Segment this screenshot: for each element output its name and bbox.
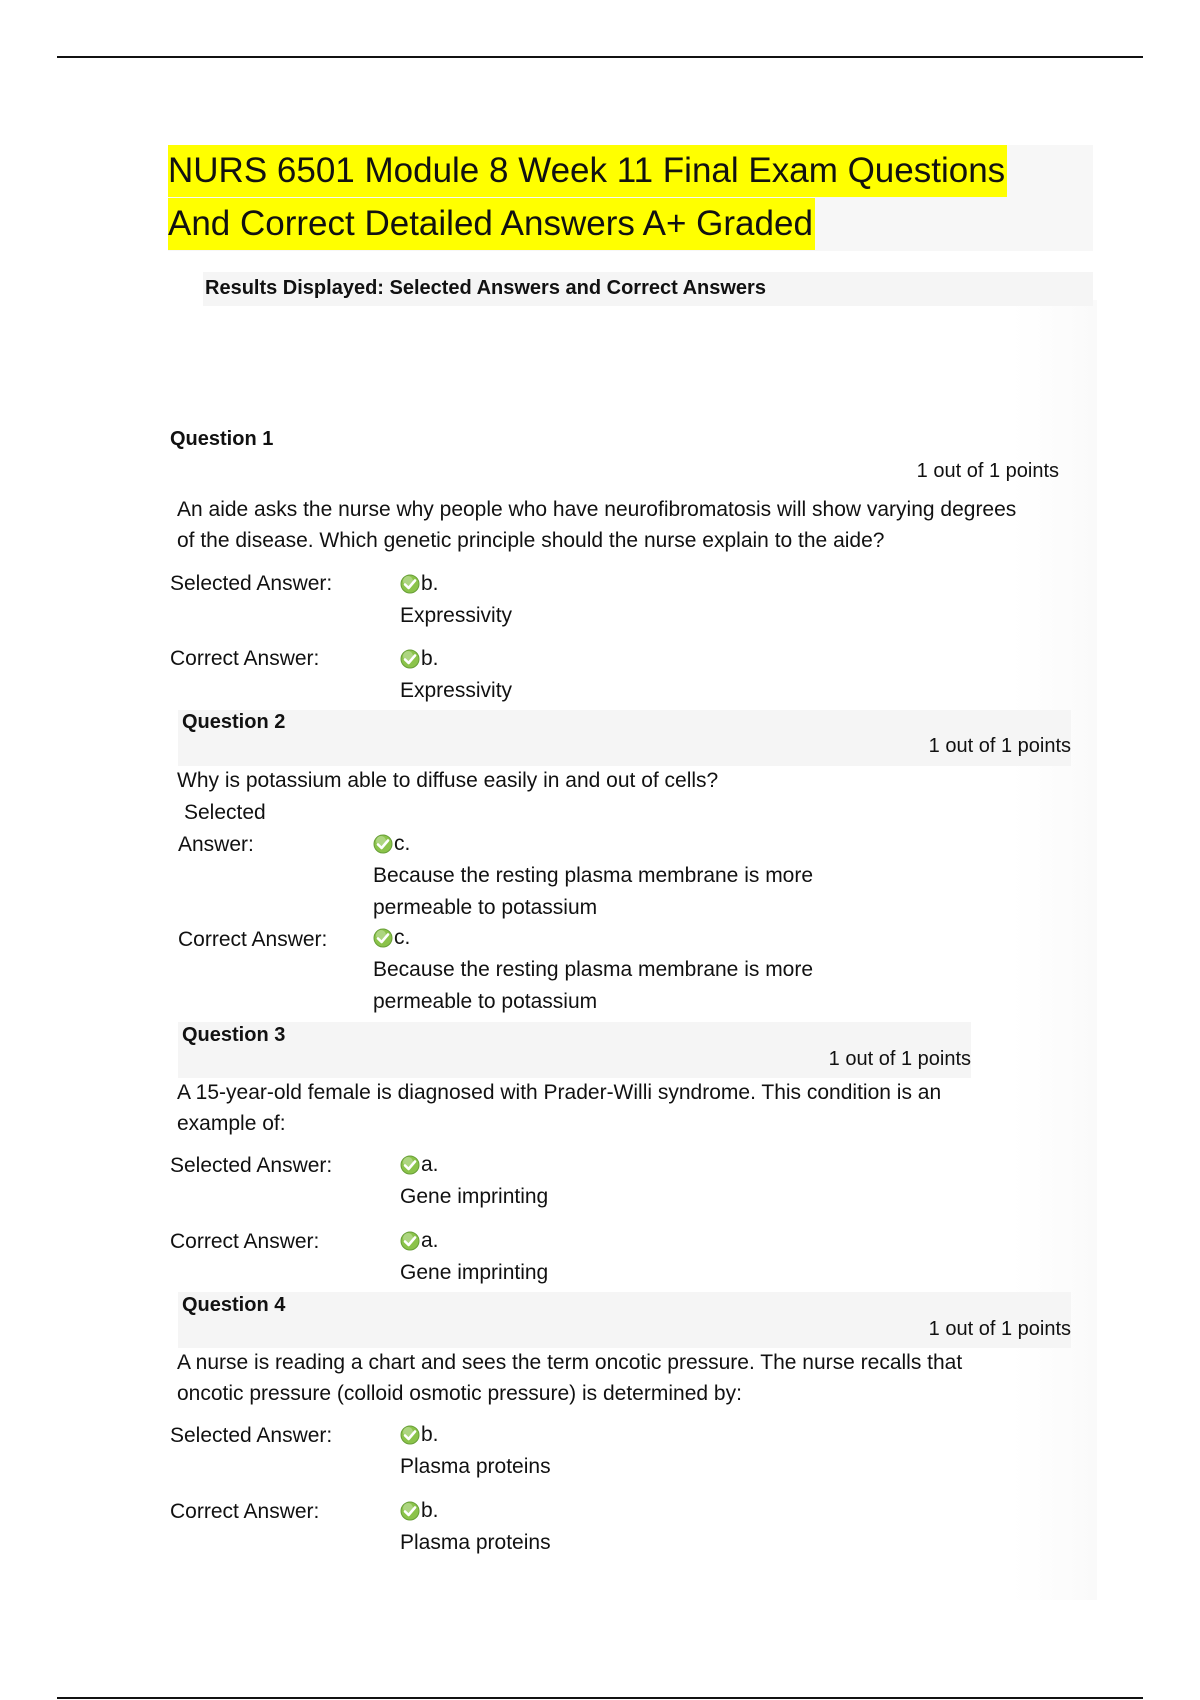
answer-letter: c.: [394, 926, 411, 949]
selected-answer-label-line-2: Answer:: [178, 833, 254, 856]
answer-letter: b.: [421, 572, 439, 595]
question-text: A 15-year-old female is diagnosed with Prader-Willi syndrome. This condition is an example of:: [177, 1081, 942, 1135]
title-line-2: And Correct Detailed Answers A+ Graded: [168, 198, 815, 250]
check-circle-icon: [400, 1231, 420, 1251]
selected-answer-label-line-1: Selected: [184, 801, 266, 824]
answer-letter: a.: [421, 1153, 439, 1176]
selected-answer: [400, 568, 512, 632]
answer-text: Because the resting plasma membrane is more permeable to potassium: [373, 958, 814, 1013]
check-circle-icon: [400, 649, 420, 669]
selected-answer: [400, 1419, 551, 1483]
answer-text: Expressivity: [400, 679, 513, 702]
answer-text: Because the resting plasma membrane is more permeable to potassium: [373, 864, 814, 919]
question-text: A nurse is reading a chart and sees the term oncotic pressure. The nurse recalls that oncotic pressure (colloid osmotic pressure) is determined by:: [177, 1351, 963, 1405]
question-text: Why is potassium able to diffuse easily in and out of cells?: [177, 769, 719, 792]
results-displayed-label: Results Displayed: Selected Answers and Correct Answers: [205, 277, 766, 299]
answer-letter: b.: [421, 1423, 439, 1446]
correct-answer: [400, 1225, 548, 1289]
answer-letter: a.: [421, 1229, 439, 1252]
check-circle-icon: [400, 574, 420, 594]
check-circle-icon: [400, 1155, 420, 1175]
correct-answer: [400, 643, 512, 707]
selected-answer-label: Selected Answer:: [170, 1154, 333, 1177]
document-title: [168, 145, 1093, 251]
correct-answer-label: Correct Answer:: [178, 928, 328, 951]
question-text: An aide asks the nurse why people who have neurofibromatosis will show varying degrees of the disease. Which genetic principle should the nurse explain to the aide?: [177, 498, 1017, 552]
answer-text: Expressivity: [400, 604, 513, 627]
question-title: Question 2: [182, 711, 286, 733]
title-line-1: NURS 6501 Module 8 Week 11 Final Exam Questions: [168, 145, 1007, 197]
check-circle-icon: [400, 1425, 420, 1445]
top-rule: [57, 56, 1143, 58]
answer-letter: b.: [421, 1499, 439, 1522]
check-circle-icon: [373, 928, 393, 948]
correct-answer-label: Correct Answer:: [170, 1230, 320, 1253]
selected-answer: [400, 1149, 548, 1213]
question-title: Question 4: [182, 1294, 286, 1316]
answer-text: Plasma proteins: [400, 1455, 551, 1478]
correct-answer-label: Correct Answer:: [170, 1500, 320, 1523]
question-points: 1 out of 1 points: [928, 1318, 1071, 1340]
question-title: Question 3: [182, 1024, 286, 1046]
question-points: 1 out of 1 points: [928, 735, 1071, 757]
results-displayed-bar: [203, 272, 1093, 306]
correct-answer: [373, 922, 853, 1018]
question-title: Question 1: [170, 428, 274, 450]
check-circle-icon: [373, 834, 393, 854]
correct-answer: [400, 1495, 551, 1559]
question-points: 1 out of 1 points: [916, 460, 1059, 482]
question-points: 1 out of 1 points: [828, 1048, 971, 1070]
correct-answer-label: Correct Answer:: [170, 647, 320, 670]
answer-text: Plasma proteins: [400, 1531, 551, 1554]
selected-answer-label: Selected Answer:: [170, 1424, 333, 1447]
answer-text: Gene imprinting: [400, 1261, 549, 1284]
answer-letter: c.: [394, 832, 411, 855]
check-circle-icon: [400, 1501, 420, 1521]
selected-answer-label: Selected Answer:: [170, 572, 333, 595]
bottom-rule: [57, 1697, 1143, 1699]
selected-answer: [373, 828, 853, 924]
answer-letter: b.: [421, 647, 439, 670]
answer-text: Gene imprinting: [400, 1185, 549, 1208]
